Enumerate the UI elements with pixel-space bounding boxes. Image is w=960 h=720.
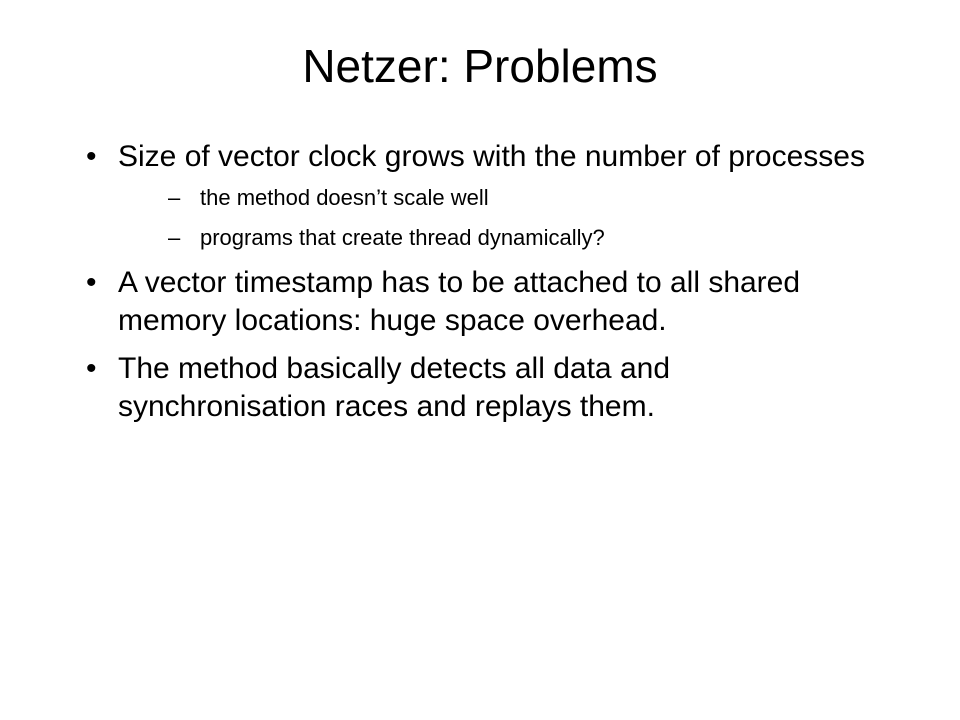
bullet-text: The method basically detects all data and synchronisation races and replays them. [118, 352, 670, 423]
bullet-item-1 [78, 138, 878, 252]
slide-title: Netzer: Problems [302, 40, 658, 92]
bullet-marker: • [86, 266, 97, 299]
sub-bullet-list [118, 184, 878, 252]
sub-bullet-item-1 [118, 184, 878, 212]
sub-bullet-item-2 [118, 224, 878, 252]
bullet-text: Size of vector clock grows with the number of processes [118, 140, 865, 173]
bullet-item-3 [78, 350, 878, 426]
bullet-marker: • [86, 140, 97, 173]
sub-bullet-marker: – [168, 225, 181, 250]
bullet-marker: • [86, 352, 97, 385]
sub-bullet-text: the method doesn’t scale well [200, 185, 489, 210]
bullet-text: A vector timestamp has to be attached to all shared memory locations: huge space overhead. [118, 266, 801, 337]
sub-bullet-text: programs that create thread dynamically? [200, 225, 605, 250]
bullet-item-2 [78, 264, 878, 340]
sub-bullet-marker: – [168, 185, 181, 210]
bullet-list [78, 138, 878, 436]
